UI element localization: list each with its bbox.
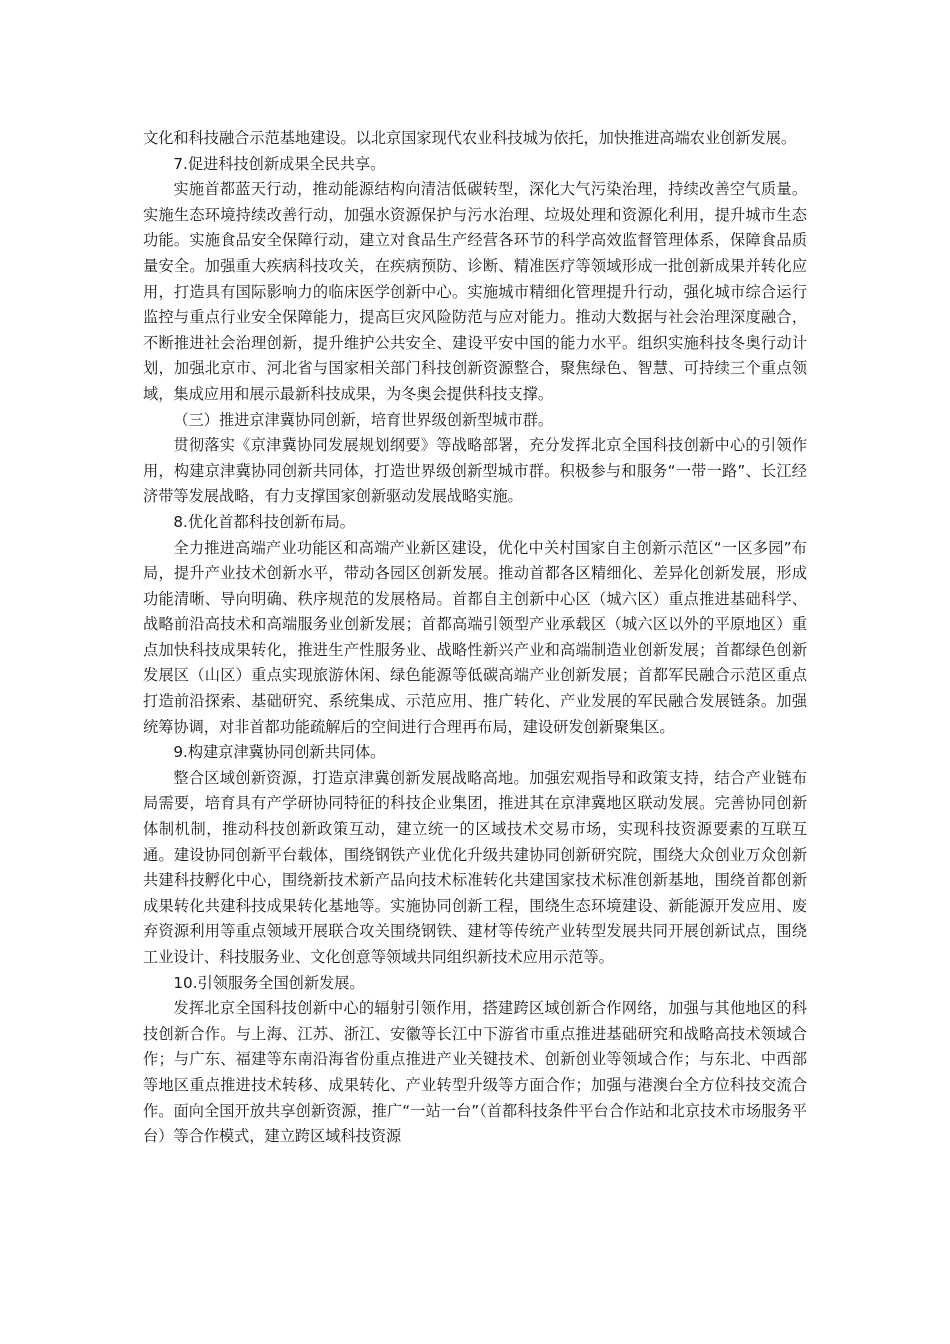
section-heading-10: 10.引领服务全国创新发展。 (173, 973, 365, 992)
document-page (143, 126, 807, 1150)
paragraph-body: 实施首都蓝天行动，推动能源结构向清洁低碳转型，深化大气污染治理，持续改善空气质量。实施生态环境持续改善行动，加强水资源保护与污水治理、垃圾处理和资源化利用，提升城市生态功能。实施食品安全保障行动，建立对食品生产经营各环节的科学高效监督管理体系，保障食品质量安全。加强重大疾病科技攻关，在疾病预防、诊断、精准医疗等领域形成一批创新成果并转化应用，打造具有国际影响力的临床医学创新中心。实施城市精细化管理提升行动，强化城市综合运行监控与重点行业安全保障能力，提高巨灾风险防范与应对能力。推动大数据与社会治理深度融合，不断推进社会治理创新，提升维护公共安全、建设平安中国的能力水平。组织实施科技冬奥行动计划，加强北京市、河北省与国家相关部门科技创新资源整合，聚焦绿色、智慧、可持续三个重点领域，集成应用和展示最新科技成果，为冬奥会提供科技支撑。 (143, 180, 807, 403)
paragraph-continued: 文化和科技融合示范基地建设。以北京国家现代农业科技城为依托，加快推进高端农业创新发展。 (143, 129, 797, 147)
section-heading-7: 7.促进科技创新成果全民共享。 (173, 154, 386, 173)
section-heading-3: （三）推进京津冀协同创新，培育世界级创新型城市群。 (173, 410, 554, 429)
paragraph-body: 整合区域创新资源，打造京津冀创新发展战略高地。加强宏观指导和政策支持，结合产业链布局需要，培育具有产学研协同特征的科技企业集团，推进其在京津冀地区联动发展。完善协同创新体制机制，推动科技创新政策互动，建立统一的区域技术交易市场，实现科技资源要素的互联互通。建设协同创新平台载体，围绕钢铁产业优化升级共建协同创新研究院，围绕大众创业万众创新共建科技孵化中心，围绕新技术新产品向技术标准转化共建国家技术标准创新基地，围绕首都创新成果转化共建科技成果转化基地等。实施协同创新工程，围绕生态环境建设、新能源开发应用、废弃资源利用等重点领域开展联合攻关围绕钢铁、建材等传统产业转型发展共同开展创新试点，围绕工业设计、科技服务业、文化创意等领域共同组织新技术应用示范等。 (143, 768, 807, 966)
paragraph-body: 贯彻落实《京津冀协同发展规划纲要》等战略部署，充分发挥北京全国科技创新中心的引领作用，构建京津冀协同创新共同体，打造世界级创新型城市群。积极参与和服务“一带一路”、长江经济带等发展战略，有力支撑国家创新驱动发展战略实施。 (143, 436, 807, 506)
paragraph-body: 发挥北京全国科技创新中心的辐射引领作用，搭建跨区域创新合作网络，加强与其他地区的科技创新合作。与上海、江苏、浙江、安徽等长江中下游省市重点推进基础研究和战略高技术领域合作；与广东、福建等东南沿海省份重点推进产业关键技术、创新创业等领域合作；与东北、中西部等地区重点推进技术转移、成果转化、产业转型升级等方面合作；加强与港澳台全方位科技交流合作。面向全国开放共享创新资源，推广“一站一台”（首都科技条件平台合作站和北京技术市场服务平台）等合作模式，建立跨区域科技资源 (143, 999, 807, 1146)
paragraph-body: 全力推进高端产业功能区和高端产业新区建设，优化中关村国家自主创新示范区“一区多园”布局，提升产业技术创新水平，带动各园区创新发展。推动首都各区精细化、差异化创新发展，形成功能清晰、导向明确、秩序规范的发展格局。首都自主创新中心区（城六区）重点推进基础科学、战略前沿高技术和高端服务业创新发展；首都高端引领型产业承载区（城六区以外的平原地区）重点加快科技成果转化，推进生产性服务业、战略性新兴产业和高端制造业创新发展；首都绿色创新发展区（山区）重点实现旅游休闲、绿色能源等低碳高端产业创新发展；首都军民融合示范区重点打造前沿探索、基础研究、系统集成、示范应用、推广转化、产业发展的军民融合发展链条。加强统筹协调，对非首都功能疏解后的空间进行合理再布局，建设研发创新聚集区。 (143, 538, 807, 736)
section-heading-8: 8.优化首都科技创新布局。 (173, 512, 355, 531)
section-heading-9: 9.构建京津冀协同创新共同体。 (173, 743, 386, 762)
